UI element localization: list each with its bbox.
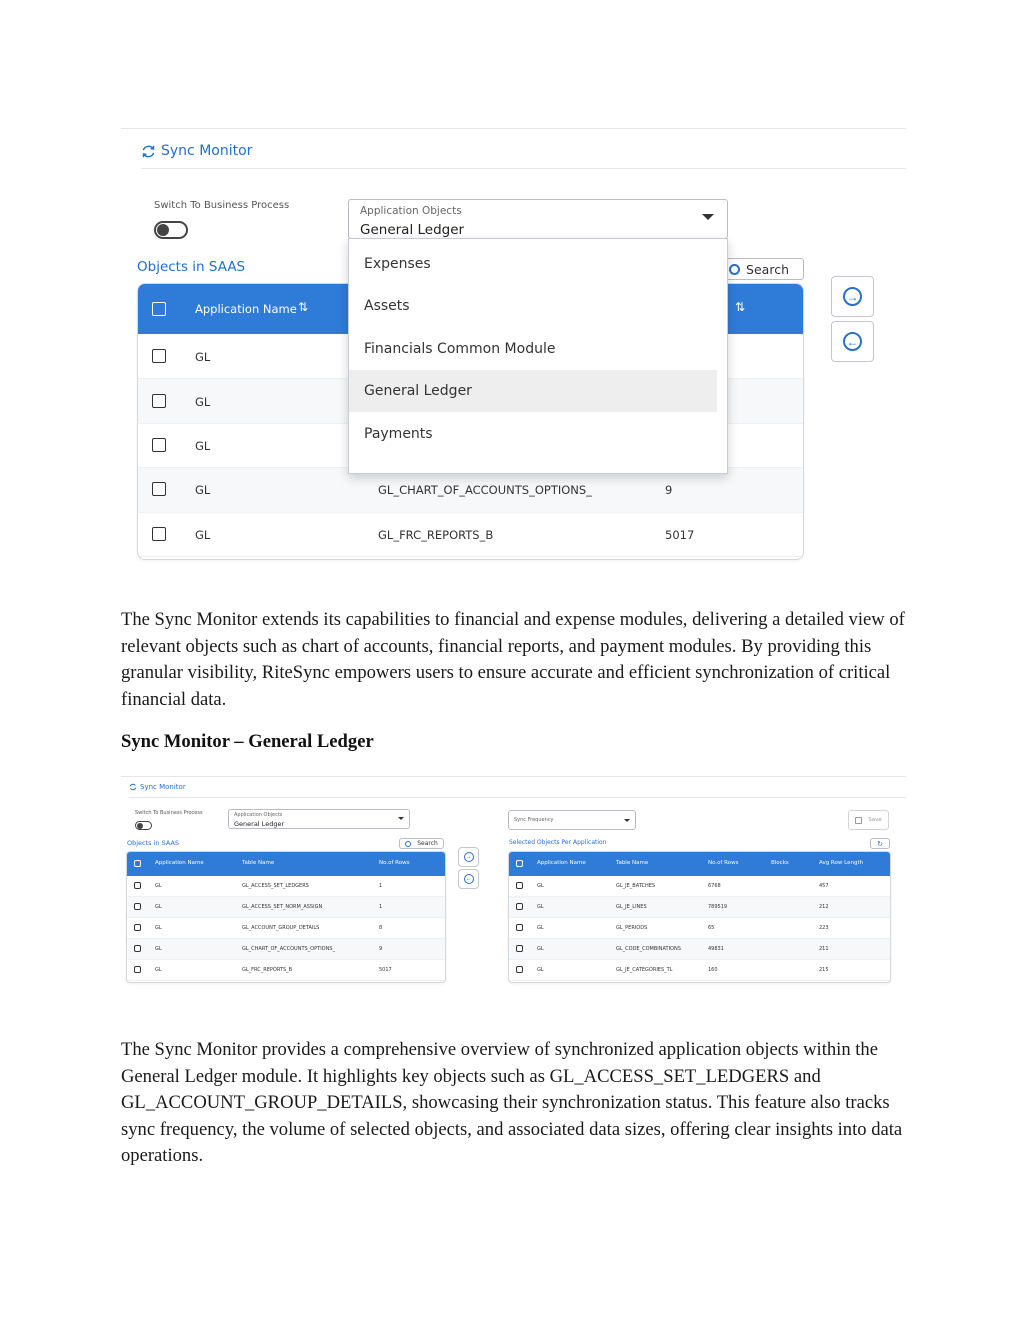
cell-application-name: GL (195, 528, 211, 542)
column-header-row-count[interactable]: No.of Rows (708, 860, 739, 866)
cell-application-name: GL (537, 946, 544, 952)
dropdown-option-assets[interactable]: Assets (364, 298, 410, 314)
table-row[interactable] (127, 939, 445, 960)
cell-application-name: GL (155, 904, 162, 910)
business-process-toggle[interactable] (135, 821, 152, 830)
switch-label: Switch To Business Process (135, 810, 203, 816)
sync-frequency-select[interactable] (508, 810, 636, 830)
paragraph-intro: The Sync Monitor extends its capabilities to financial and expense modules, delivering a detailed view of relevant objects such as chart of accounts, financial reports, and payment modules. By providing this granular visibility, RiteSync empowers users to ensure accurate and efficient synchronization of critical financial data. (121, 609, 905, 710)
cell-row-count: 9 (379, 946, 383, 952)
table-row[interactable] (127, 960, 445, 981)
column-header-row-count[interactable]: No.of Rows (379, 860, 410, 866)
select-label: Application Objects (234, 812, 283, 818)
business-process-toggle[interactable] (154, 221, 188, 239)
column-header-application-name[interactable]: Application Name (537, 860, 586, 866)
dropdown-scrollbar[interactable] (717, 239, 727, 473)
dropdown-option-payments[interactable]: Payments (364, 426, 433, 442)
arrow-right-icon: → (843, 287, 862, 306)
table-row[interactable] (138, 468, 803, 513)
selected-objects-title: Selected Objects Per Application (509, 839, 607, 846)
cell-application-name: GL (195, 395, 211, 409)
row-checkbox[interactable] (152, 482, 166, 496)
search-button-label: Search (417, 840, 438, 847)
table-row[interactable] (509, 960, 890, 981)
cell-application-name: GL (155, 883, 162, 889)
selected-objects-table (508, 851, 891, 983)
move-left-button[interactable] (458, 869, 479, 889)
arrow-left-icon: ← (843, 332, 862, 351)
row-checkbox[interactable] (516, 966, 523, 973)
row-checkbox[interactable] (134, 924, 141, 931)
objects-in-saas-title: Objects in SAAS (137, 259, 246, 275)
table-header (127, 852, 445, 876)
select-label: Application Objects (360, 205, 462, 217)
cell-avg-row-length: 212 (819, 904, 829, 910)
dropdown-option-general-ledger[interactable]: General Ledger (349, 370, 718, 412)
arrow-left-icon: ← (465, 876, 472, 882)
table-row[interactable] (127, 876, 445, 897)
sync-icon (129, 783, 137, 791)
sync-frequency-placeholder: Sync Frequency (514, 817, 554, 823)
row-checkbox[interactable] (152, 349, 166, 363)
cell-application-name: GL (155, 925, 162, 931)
chevron-down-icon (398, 817, 404, 820)
objects-in-saas-title: Objects in SAAS (127, 839, 180, 847)
cell-row-count: 49831 (708, 946, 724, 952)
row-checkbox[interactable] (516, 945, 523, 952)
cell-table-name: GL_PERIODS (616, 925, 648, 931)
cell-application-name: GL (195, 439, 211, 453)
cell-row-count: 5017 (379, 967, 392, 973)
move-left-button[interactable] (831, 321, 874, 362)
cell-application-name: GL (537, 904, 544, 910)
cell-row-count: 6768 (708, 883, 721, 889)
column-header-avg-row-length[interactable]: Avg Row Length (819, 860, 864, 866)
row-checkbox[interactable] (152, 394, 166, 408)
table-row[interactable] (509, 876, 890, 897)
dropdown-option-financials-common[interactable]: Financials Common Module (364, 341, 556, 357)
refresh-button[interactable] (870, 838, 890, 849)
row-checkbox[interactable] (134, 903, 141, 910)
cell-table-name: GL_JE_BATCHES (616, 883, 656, 889)
section-heading: Sync Monitor – General Ledger (121, 731, 374, 752)
cell-row-count: 8 (379, 925, 383, 931)
move-right-button[interactable] (831, 276, 874, 317)
column-header-blocks[interactable]: Blocks (771, 860, 789, 866)
page-title-text: Sync Monitor (140, 783, 186, 791)
cell-row-count: 160 (708, 967, 718, 973)
row-checkbox[interactable] (134, 882, 141, 889)
row-checkbox[interactable] (516, 882, 523, 889)
row-checkbox[interactable] (516, 924, 523, 931)
cell-avg-row-length: 211 (819, 946, 829, 952)
column-header-application-name[interactable]: Application Name (195, 302, 297, 316)
chevron-down-icon (624, 819, 630, 822)
column-header-table-name[interactable]: Table Name (242, 860, 275, 866)
save-icon (855, 817, 862, 824)
cell-application-name: GL (195, 350, 211, 364)
row-checkbox[interactable] (516, 903, 523, 910)
cell-application-name: GL (537, 967, 544, 973)
cell-row-count: 5017 (665, 528, 695, 542)
cell-application-name: GL (537, 883, 544, 889)
cell-table-name: GL_CODE_COMBINATIONS (616, 946, 681, 952)
cell-row-count: 789519 (708, 904, 728, 910)
toggle-knob (137, 823, 143, 829)
column-header-table-name[interactable]: Table Name (616, 860, 649, 866)
paragraph-overview: The Sync Monitor provides a comprehensive overview of synchronized application objects within the General Ledger module. It highlights key objects such as GL_ACCESS_SET_LEDGERS and GL_ACCOUNT_GROUP_DETAILS, showcasing their synchronization status. This feature also tracks sync frequency, the volume of selected objects, and associated data sizes, offering clear insights into data operations. (121, 1039, 903, 1166)
sort-icon[interactable]: ⇅ (298, 300, 309, 314)
cell-table-name: GL_ACCESS_SET_NORM_ASSIGN (242, 904, 323, 910)
cell-table-name: GL_ACCOUNT_GROUP_DETAILS (242, 925, 320, 931)
application-objects-select[interactable] (228, 809, 410, 829)
cell-application-name: GL (195, 483, 211, 497)
row-checkbox[interactable] (134, 966, 141, 973)
table-row[interactable] (509, 897, 890, 918)
cell-avg-row-length: 215 (819, 967, 829, 973)
cell-table-name: GL_ACCESS_SET_LEDGERS (242, 883, 309, 889)
cell-table-name: GL_FRC_REPORTS_B (242, 967, 293, 973)
search-button[interactable] (399, 838, 444, 849)
row-checkbox[interactable] (152, 438, 166, 452)
arrow-right-icon: → (465, 854, 472, 860)
cell-application-name: GL (155, 967, 162, 973)
cell-row-count: 65 (708, 925, 715, 931)
page-title (141, 143, 252, 159)
row-checkbox[interactable] (152, 527, 166, 541)
application-objects-select[interactable] (348, 199, 728, 239)
title-divider (129, 797, 906, 798)
save-button-label: Save (868, 817, 882, 823)
sort-icon[interactable]: ⇅ (735, 300, 746, 314)
page-title-text: Sync Monitor (161, 143, 253, 159)
search-icon (729, 264, 740, 275)
page-title (129, 783, 186, 791)
search-button-label: Search (746, 261, 789, 277)
cell-table-name: GL_JE_CATEGORIES_TL (616, 967, 673, 973)
select-all-checkbox[interactable] (134, 860, 141, 867)
refresh-icon: ↻ (877, 840, 883, 848)
cell-application-name: GL (155, 946, 162, 952)
table-row[interactable] (138, 513, 803, 557)
cell-avg-row-length: 223 (819, 925, 829, 931)
application-objects-dropdown (348, 238, 728, 474)
cell-table-name: GL_FRC_REPORTS_B (378, 528, 494, 542)
column-header-application-name[interactable]: Application Name (155, 860, 204, 866)
cell-row-count: 9 (665, 483, 673, 497)
cell-table-name: GL_JE_LINES (616, 904, 647, 910)
search-icon (405, 841, 411, 847)
cell-row-count: 1 (379, 904, 383, 910)
title-divider (141, 168, 906, 169)
top-divider (121, 776, 906, 777)
sync-icon (141, 144, 156, 159)
select-value: General Ledger (360, 222, 465, 238)
chevron-down-icon (702, 214, 714, 220)
switch-label: Switch To Business Process (154, 200, 290, 211)
table-row[interactable] (127, 918, 445, 939)
select-all-checkbox[interactable] (516, 860, 523, 867)
row-checkbox[interactable] (134, 945, 141, 952)
cell-row-count: 1 (379, 883, 383, 889)
cell-table-name: GL_CHART_OF_ACCOUNTS_OPTIONS_ (242, 946, 336, 952)
cell-application-name: GL (537, 925, 544, 931)
table-row[interactable] (127, 897, 445, 918)
objects-table (126, 851, 446, 983)
select-value: General Ledger (234, 820, 285, 828)
top-divider (121, 128, 906, 129)
dropdown-option-expenses[interactable]: Expenses (364, 256, 431, 272)
save-button[interactable] (848, 810, 889, 830)
move-right-button[interactable] (458, 847, 479, 867)
cell-avg-row-length: 457 (819, 883, 829, 889)
table-header (509, 852, 890, 876)
table-row[interactable] (509, 918, 890, 939)
toggle-knob (157, 224, 169, 236)
table-row[interactable] (509, 939, 890, 960)
cell-table-name: GL_CHART_OF_ACCOUNTS_OPTIONS_ (378, 483, 592, 497)
select-all-checkbox[interactable] (152, 302, 166, 316)
